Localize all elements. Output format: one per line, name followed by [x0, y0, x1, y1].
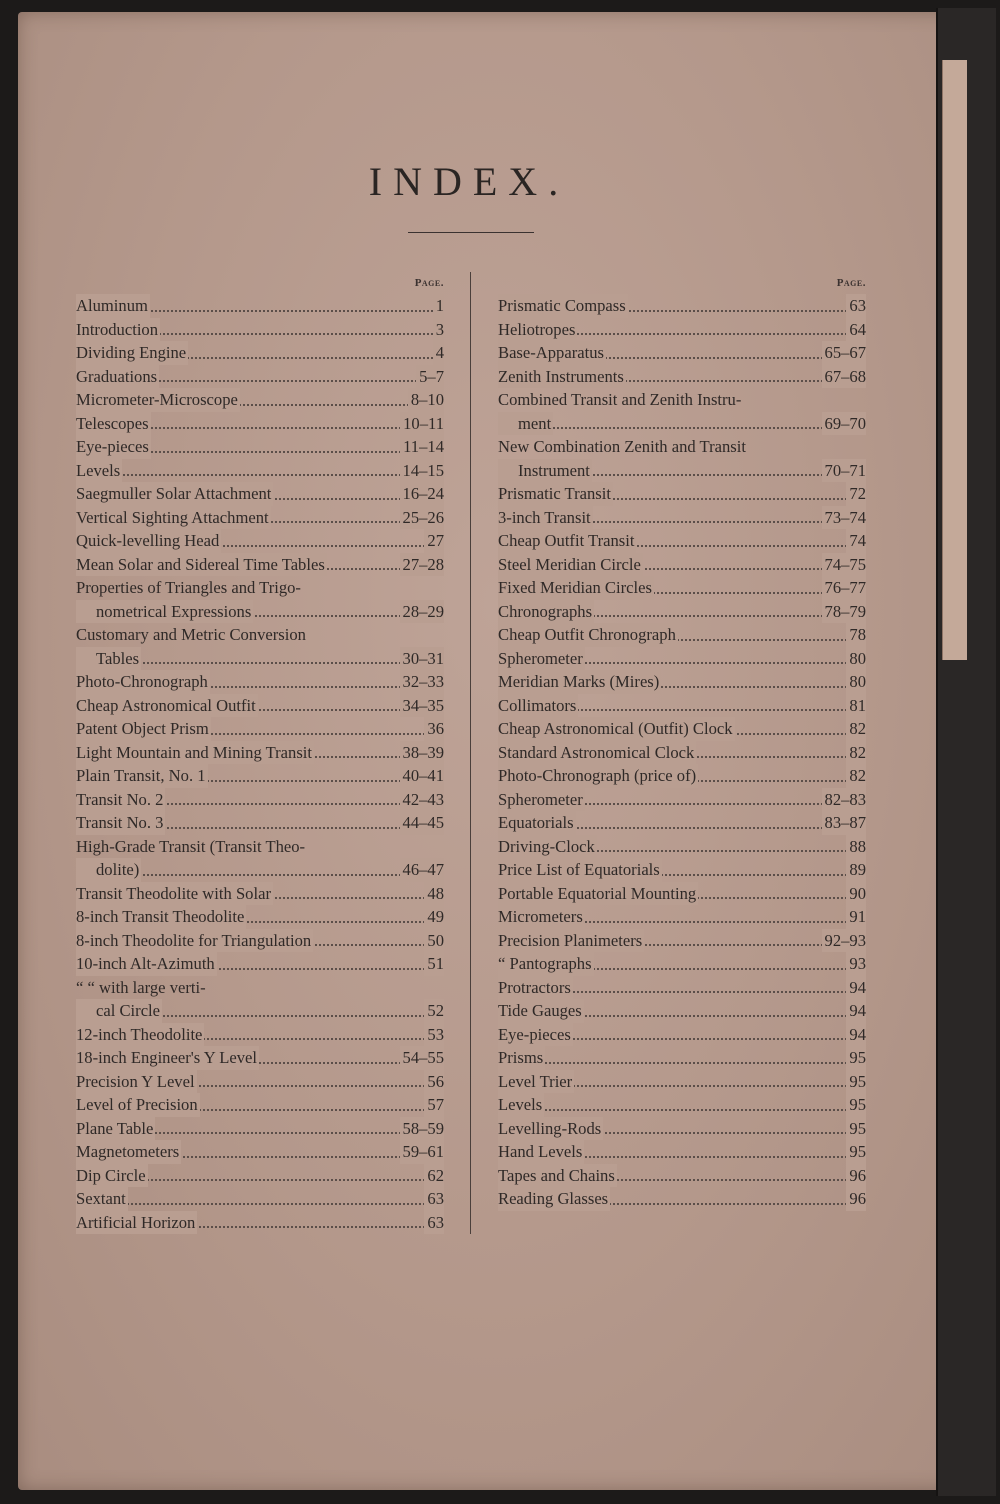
entry-title: Transit No. 3 [76, 811, 165, 835]
index-entry [498, 623, 866, 647]
entry-page-number: 73–74 [822, 506, 866, 530]
entry-title: Cheap Astronomical (Outfit) Clock [498, 717, 735, 741]
entry-page-number: 27 [424, 529, 444, 553]
entry-title: Fixed Meridian Circles [498, 576, 654, 600]
entry-title: Dip Circle [76, 1164, 148, 1188]
entry-title: Aluminum [76, 294, 150, 318]
index-entry [76, 1023, 444, 1047]
entry-title: Patent Object Prism [76, 717, 211, 741]
entry-title: Driving-Clock [498, 835, 597, 859]
dot-leader [498, 427, 866, 429]
entry-title: Cheap Outfit Chronograph [498, 623, 678, 647]
right-page-header: Page. [836, 277, 866, 289]
entry-title: Zenith Instruments [498, 365, 626, 389]
entry-title: Prismatic Transit [498, 482, 613, 506]
entry-title: Hand Levels [498, 1140, 584, 1164]
entry-title: Precision Planimeters [498, 929, 644, 953]
index-entry [76, 905, 444, 929]
index-entry [76, 459, 444, 483]
index-entry [76, 412, 444, 436]
entry-title: “ Pantographs [498, 952, 594, 976]
entry-page-number: 83–87 [822, 811, 866, 835]
entry-page-number: 62 [424, 1164, 444, 1188]
entry-title: Tapes and Chains [498, 1164, 617, 1188]
entry-title: ment [498, 412, 553, 436]
entry-page-number: 90 [846, 882, 866, 906]
entry-title: Photo-Chronograph (price of) [498, 764, 698, 788]
entry-title: Cheap Outfit Transit [498, 529, 636, 553]
left-page-header: Page. [414, 277, 444, 289]
index-entry [76, 1187, 444, 1211]
entry-page-number: 72 [846, 482, 866, 506]
entry-title: Artificial Horizon [76, 1211, 197, 1235]
index-entry [76, 388, 444, 412]
index-entry [498, 694, 866, 718]
index-entry [498, 600, 866, 624]
index-entry [76, 858, 444, 882]
index-entry [498, 1117, 866, 1141]
index-entry [498, 294, 866, 318]
index-entry [76, 600, 444, 624]
entry-title: Precision Y Level [76, 1070, 197, 1094]
index-entry [76, 717, 444, 741]
entry-page-number: 78 [846, 623, 866, 647]
entry-page-number: 96 [846, 1164, 866, 1188]
entry-title: Protractors [498, 976, 573, 1000]
entry-page-number: 82 [846, 717, 866, 741]
entry-title: dolite) [76, 858, 141, 882]
entry-page-number: 88 [846, 835, 866, 859]
index-entry [76, 999, 444, 1023]
entry-title: Cheap Astronomical Outfit [76, 694, 258, 718]
entry-page-number: 81 [846, 694, 866, 718]
entry-page-number: 44–45 [400, 811, 444, 835]
entry-page-number: 91 [846, 905, 866, 929]
index-entry [498, 341, 866, 365]
index-entry [498, 529, 866, 553]
entry-page-number: 92–93 [822, 929, 866, 953]
entry-title: Customary and Metric Conversion [76, 625, 306, 644]
entry-page-number: 69–70 [822, 412, 866, 436]
entry-page-number: 58–59 [400, 1117, 444, 1141]
index-entry [498, 647, 866, 671]
entry-title: 10-inch Alt-Azimuth [76, 952, 217, 976]
entry-title: New Combination Zenith and Transit [498, 437, 746, 456]
entry-title: Light Mountain and Mining Transit [76, 741, 314, 765]
entry-page-number: 14–15 [400, 459, 444, 483]
entry-page-number: 94 [846, 976, 866, 1000]
entry-page-number: 46–47 [400, 858, 444, 882]
index-entry [76, 318, 444, 342]
entry-title: 18-inch Engineer's Y Level [76, 1046, 259, 1070]
index-entry [76, 670, 444, 694]
index-entry [76, 435, 444, 459]
index-entry [76, 1164, 444, 1188]
entry-page-number: 76–77 [822, 576, 866, 600]
right-column [498, 272, 866, 1211]
index-entry [498, 670, 866, 694]
index-entry [76, 1140, 444, 1164]
dot-leader [498, 1062, 866, 1064]
index-entry [498, 365, 866, 389]
entry-page-number: 32–33 [400, 670, 444, 694]
index-entry [498, 788, 866, 812]
entry-title: Photo-Chronograph [76, 670, 210, 694]
index-entry [498, 482, 866, 506]
entry-page-number: 78–79 [822, 600, 866, 624]
entry-page-number: 34–35 [400, 694, 444, 718]
entry-title: Spherometer [498, 788, 585, 812]
entry-page-number: 38–39 [400, 741, 444, 765]
entry-page-number: 80 [846, 647, 866, 671]
entry-page-number: 96 [846, 1187, 866, 1211]
entry-page-number: 52 [424, 999, 444, 1023]
entry-page-number: 74 [846, 529, 866, 553]
entry-page-number: 82 [846, 764, 866, 788]
index-entry [498, 388, 866, 412]
entry-title: 8-inch Theodolite for Triangulation [76, 929, 313, 953]
index-entry [498, 553, 866, 577]
entry-page-number: 30–31 [400, 647, 444, 671]
index-entry [76, 553, 444, 577]
index-entry [76, 1117, 444, 1141]
entry-page-number: 89 [846, 858, 866, 882]
entry-title: Chronographs [498, 600, 594, 624]
entry-title: Prismatic Compass [498, 294, 628, 318]
entry-page-number: 95 [846, 1117, 866, 1141]
index-entry [76, 929, 444, 953]
entry-page-number: 57 [424, 1093, 444, 1117]
index-entry [498, 1093, 866, 1117]
entry-title: Collimators [498, 694, 578, 718]
entry-page-number: 1 [433, 294, 444, 318]
entry-page-number: 40–41 [400, 764, 444, 788]
dot-leader [76, 474, 444, 476]
column-divider [470, 272, 471, 1234]
entry-page-number: 70–71 [822, 459, 866, 483]
index-entry [498, 811, 866, 835]
entry-title: Sextant [76, 1187, 128, 1211]
page-title: INDEX. [368, 159, 570, 204]
entry-page-number: 56 [424, 1070, 444, 1094]
index-entry [76, 882, 444, 906]
entry-page-number: 36 [424, 717, 444, 741]
index-entry [76, 529, 444, 553]
entry-title: Properties of Triangles and Trigo- [76, 578, 301, 597]
index-entry [76, 576, 444, 600]
index-entry [76, 976, 444, 1000]
entry-page-number: 94 [846, 999, 866, 1023]
index-entry [76, 1046, 444, 1070]
entry-title: Transit Theodolite with Solar [76, 882, 273, 906]
entry-page-number: 8–10 [408, 388, 444, 412]
entry-page-number: 74–75 [822, 553, 866, 577]
left-entry-list [76, 294, 444, 1234]
entry-title: Saegmuller Solar Attachment [76, 482, 273, 506]
entry-title: Micrometers [498, 905, 585, 929]
index-entry [498, 905, 866, 929]
index-entry [498, 412, 866, 436]
entry-title: “ “ with large verti- [76, 977, 206, 997]
page-edge [942, 60, 967, 660]
entry-title: Levels [76, 459, 122, 483]
index-entry [498, 1023, 866, 1047]
entry-title: Telescopes [76, 412, 151, 436]
entry-title: Reading Glasses [498, 1187, 610, 1211]
index-entry [498, 576, 866, 600]
entry-title: Spherometer [498, 647, 585, 671]
entry-page-number: 67–68 [822, 365, 866, 389]
index-entry [76, 482, 444, 506]
index-entry [498, 506, 866, 530]
index-entry [498, 764, 866, 788]
entry-page-number: 10–11 [400, 412, 444, 436]
index-entry [498, 976, 866, 1000]
entry-title: cal Circle [76, 999, 162, 1023]
index-entry [498, 858, 866, 882]
entry-page-number: 54–55 [400, 1046, 444, 1070]
entry-page-number: 94 [846, 1023, 866, 1047]
entry-title: Graduations [76, 365, 159, 389]
entry-title: Tables [76, 647, 141, 671]
entry-page-number: 95 [846, 1046, 866, 1070]
entry-page-number: 63 [424, 1187, 444, 1211]
index-entry [498, 459, 866, 483]
entry-page-number: 50 [424, 929, 444, 953]
entry-page-number: 42–43 [400, 788, 444, 812]
entry-page-number: 4 [433, 341, 444, 365]
index-entry [76, 835, 444, 859]
index-entry [76, 294, 444, 318]
entry-page-number: 5–7 [416, 365, 444, 389]
title-rule [408, 232, 534, 233]
entry-page-number: 64 [846, 318, 866, 342]
index-entry [498, 717, 866, 741]
entry-title: Quick-levelling Head [76, 529, 221, 553]
index-entry [76, 647, 444, 671]
entry-page-number: 25–26 [400, 506, 444, 530]
entry-page-number: 82 [846, 741, 866, 765]
entry-page-number: 93 [846, 952, 866, 976]
entry-title: Magnetometers [76, 1140, 181, 1164]
index-entry [76, 1070, 444, 1094]
entry-page-number: 95 [846, 1070, 866, 1094]
entry-title: Portable Equatorial Mounting [498, 882, 698, 906]
index-entry [498, 929, 866, 953]
entry-title: Base-Apparatus [498, 341, 606, 365]
index-entry [498, 318, 866, 342]
entry-page-number: 63 [424, 1211, 444, 1235]
entry-title: Plane Table [76, 1117, 155, 1141]
index-entry [498, 1164, 866, 1188]
entry-page-number: 28–29 [400, 600, 444, 624]
entry-page-number: 95 [846, 1140, 866, 1164]
entry-title: Micrometer-Microscope [76, 388, 240, 412]
entry-title: Tide Gauges [498, 999, 584, 1023]
index-entry [76, 1211, 444, 1235]
entry-title: nometrical Expressions [76, 600, 253, 624]
entry-title: Equatorials [498, 811, 576, 835]
entry-title: Steel Meridian Circle [498, 553, 643, 577]
index-entry [498, 835, 866, 859]
entry-page-number: 53 [424, 1023, 444, 1047]
dot-leader [76, 1203, 444, 1205]
entry-title: Meridian Marks (Mires) [498, 670, 661, 694]
entry-title: Level Trier [498, 1070, 574, 1094]
entry-page-number: 49 [424, 905, 444, 929]
entry-title: High-Grade Transit (Transit Theo- [76, 836, 306, 856]
index-entry [498, 999, 866, 1023]
entry-title: Introduction [76, 318, 160, 342]
index-entry [498, 952, 866, 976]
entry-page-number: 11–14 [400, 435, 444, 459]
index-entry [498, 1140, 866, 1164]
entry-page-number: 82–83 [822, 788, 866, 812]
entry-title: Level of Precision [76, 1093, 200, 1117]
index-entry [76, 506, 444, 530]
entry-title: Standard Astronomical Clock [498, 741, 696, 765]
entry-page-number: 51 [424, 952, 444, 976]
index-entry [498, 1187, 866, 1211]
index-entry [76, 694, 444, 718]
dot-leader [498, 1109, 866, 1111]
index-entry [498, 882, 866, 906]
index-entry [76, 788, 444, 812]
entry-title: Combined Transit and Zenith Instru- [498, 390, 742, 409]
entry-title: Price List of Equatorials [498, 858, 662, 882]
entry-title: Plain Transit, No. 1 [76, 764, 208, 788]
entry-page-number: 63 [846, 294, 866, 318]
index-entry [76, 365, 444, 389]
index-entry [76, 1093, 444, 1117]
index-entry [76, 952, 444, 976]
entry-title: Prisms [498, 1046, 545, 1070]
entry-page-number: 59–61 [400, 1140, 444, 1164]
entry-title: 12-inch Theodolite [76, 1023, 204, 1047]
entry-title: Eye-pieces [498, 1023, 573, 1047]
index-entry [76, 741, 444, 765]
index-entry [76, 341, 444, 365]
index-entry [498, 741, 866, 765]
entry-page-number: 3 [433, 318, 444, 342]
entry-page-number: 95 [846, 1093, 866, 1117]
entry-page-number: 16–24 [400, 482, 444, 506]
entry-title: Transit No. 2 [76, 788, 165, 812]
entry-title: Dividing Engine [76, 341, 188, 365]
index-entry [76, 764, 444, 788]
entry-title: 3-inch Transit [498, 506, 593, 530]
index-entry [498, 435, 866, 459]
entry-title: Heliotropes [498, 318, 577, 342]
entry-page-number: 48 [424, 882, 444, 906]
left-column [76, 272, 444, 1234]
entry-title: Mean Solar and Sidereal Time Tables [76, 553, 327, 577]
right-entry-list [498, 294, 866, 1211]
entry-page-number: 80 [846, 670, 866, 694]
entry-page-number: 65–67 [822, 341, 866, 365]
index-entry [498, 1070, 866, 1094]
entry-title: Levelling-Rods [498, 1117, 603, 1141]
entry-page-number: 27–28 [400, 553, 444, 577]
entry-title: 8-inch Transit Theodolite [76, 905, 246, 929]
entry-title: Vertical Sighting Attachment [76, 506, 271, 530]
index-entry [76, 811, 444, 835]
entry-title: Levels [498, 1093, 544, 1117]
index-entry [76, 623, 444, 647]
index-entry [498, 1046, 866, 1070]
entry-title: Eye-pieces [76, 435, 151, 459]
entry-title: Instrument [498, 459, 592, 483]
